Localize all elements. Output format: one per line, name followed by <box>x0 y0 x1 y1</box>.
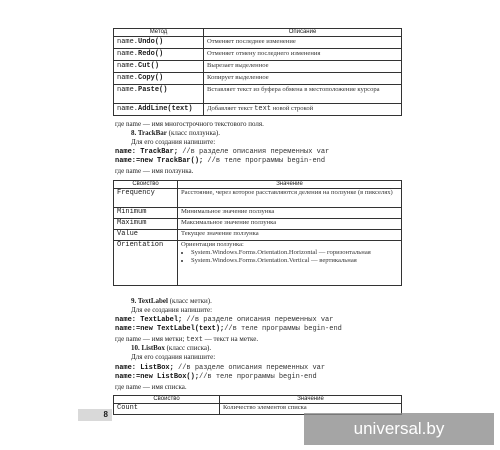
code-line <box>115 148 329 157</box>
code-line <box>115 157 325 166</box>
property-cell: Value <box>114 230 178 241</box>
code-token: name:= <box>115 373 141 381</box>
description-text: новой строкой <box>271 105 314 112</box>
code-comment: //в теле программы begin-end <box>224 325 342 333</box>
list-item: • System.Windows.Forms.Orientation.Vertical — вертикальная <box>191 257 398 265</box>
table-row <box>114 73 402 85</box>
table-header-row <box>114 396 402 404</box>
code-token: name: <box>115 364 141 372</box>
object-name: name. <box>117 38 139 46</box>
table-header-cell: Метод <box>114 29 204 37</box>
paragraph: Для его создания напишите: <box>131 353 216 361</box>
method-cell <box>114 104 204 116</box>
method-cell <box>114 73 204 85</box>
table-row <box>114 49 402 61</box>
methods-table <box>113 28 402 116</box>
paragraph: Для его создания напишите: <box>131 138 216 146</box>
code-comment: //в разделе описания переменных var <box>182 316 334 324</box>
watermark-banner: universal.by <box>304 413 494 445</box>
method-name: Undo() <box>138 38 164 46</box>
table-row <box>114 37 402 49</box>
section-heading-trackbar <box>131 129 220 138</box>
code-token: new TextLabel(text); <box>140 325 225 333</box>
code-token: name: <box>115 316 141 324</box>
code-line <box>115 373 317 382</box>
description-text: Добавляет текст <box>207 105 255 112</box>
method-cell <box>114 37 204 49</box>
table-header-row <box>114 181 402 189</box>
table-header-cell: Свойство <box>114 181 178 189</box>
property-cell: Count <box>114 404 220 415</box>
value-cell <box>178 241 402 286</box>
table-header-row <box>114 29 402 37</box>
description-cell: Вставляет текст из буфера обмена в местоположение курсора <box>204 85 402 104</box>
code-token: TrackBar; <box>140 148 179 156</box>
heading-subtitle: (класс метки). <box>167 297 212 305</box>
object-name: name. <box>117 105 139 113</box>
paragraph-text: где name — имя метки; <box>115 335 187 343</box>
description-cell: Отменяет последнее изменение <box>204 37 402 49</box>
property-cell: Frequency <box>114 189 178 208</box>
table-header-cell: Значение <box>220 396 402 404</box>
value-cell: Текущее значение ползунка <box>178 230 402 241</box>
heading-title: 8. TrackBar <box>131 129 167 137</box>
code-token: name:= <box>115 157 141 165</box>
listbox-properties-table <box>113 395 402 415</box>
table-header-cell: Значение <box>178 181 402 189</box>
table-row <box>114 61 402 73</box>
value-cell: Расстояние, через которое расставляются деления на ползунке (в пикселях) <box>178 189 402 208</box>
code-comment: //в теле программы begin-end <box>203 157 326 165</box>
heading-subtitle: (класс списка). <box>164 344 212 352</box>
value-cell: Минимальное значение ползунка <box>178 208 402 219</box>
code-comment: //в разделе описания переменных var <box>178 148 330 156</box>
table-row <box>114 230 402 241</box>
method-cell <box>114 61 204 73</box>
table-header-cell: Свойство <box>114 396 220 404</box>
paragraph: где name — имя списка. <box>115 383 187 391</box>
code-comment: //в теле программы begin-end <box>199 373 317 381</box>
section-heading-textlabel <box>131 297 212 306</box>
method-name: Copy() <box>138 74 164 82</box>
table-row <box>114 219 402 230</box>
orientation-title: Ориентация ползунка: <box>181 241 244 248</box>
trackbar-properties-table <box>113 180 402 286</box>
heading-title: 9. TextLabel <box>131 297 168 305</box>
code-token: name: <box>115 148 141 156</box>
code-line <box>115 325 342 334</box>
method-name: Cut() <box>138 62 160 70</box>
table-row <box>114 241 402 286</box>
property-cell: Maximum <box>114 219 178 230</box>
section-heading-listbox <box>131 344 211 353</box>
description-cell: Отменяет отмену последнего изменения <box>204 49 402 61</box>
inline-code: text <box>186 336 203 344</box>
heading-subtitle: (класс ползунка). <box>166 129 220 137</box>
paragraph: где name — имя многострочного текстового поля. <box>115 120 264 128</box>
object-name: name. <box>117 74 139 82</box>
table-row <box>114 189 402 208</box>
table-row <box>114 208 402 219</box>
code-token: name:= <box>115 325 141 333</box>
code-comment: //в разделе описания переменных var <box>173 364 326 372</box>
code-token: new ListBox(); <box>140 373 200 381</box>
method-name: Redo() <box>138 50 164 58</box>
table-row <box>114 104 402 116</box>
heading-title: 10. ListBox <box>131 344 165 352</box>
table-header-cell: Описание <box>204 29 402 37</box>
method-name: AddLine(text) <box>138 105 193 113</box>
property-cell: Orientation <box>114 241 178 286</box>
value-cell: Максимальное значение ползунка <box>178 219 402 230</box>
code-token: new TrackBar(); <box>140 157 204 165</box>
paragraph-text: — текст на метке. <box>203 335 259 343</box>
page-number: 8 <box>78 409 112 421</box>
method-cell <box>114 85 204 104</box>
property-cell: Minimum <box>114 208 178 219</box>
inline-code: text <box>254 105 271 113</box>
object-name: name. <box>117 86 139 94</box>
object-name: name. <box>117 62 139 70</box>
description-cell: Копирует выделенное <box>204 73 402 85</box>
code-token: ListBox; <box>140 364 174 372</box>
object-name: name. <box>117 50 139 58</box>
table-row <box>114 85 402 104</box>
code-line <box>115 364 325 373</box>
list-item: • System.Windows.Forms.Orientation.Horizontal — горизонтальная <box>191 249 398 257</box>
code-line <box>115 316 333 325</box>
paragraph: где name — имя ползунка. <box>115 167 194 175</box>
description-cell: Вырезает выделенное <box>204 61 402 73</box>
value-cell: Количество элементов списка <box>220 404 402 415</box>
paragraph: Для ее создания напишите: <box>131 306 213 314</box>
orientation-list <box>181 249 398 265</box>
description-cell <box>204 104 402 116</box>
method-name: Paste() <box>138 86 168 94</box>
method-cell <box>114 49 204 61</box>
code-token: TextLabel; <box>140 316 183 324</box>
